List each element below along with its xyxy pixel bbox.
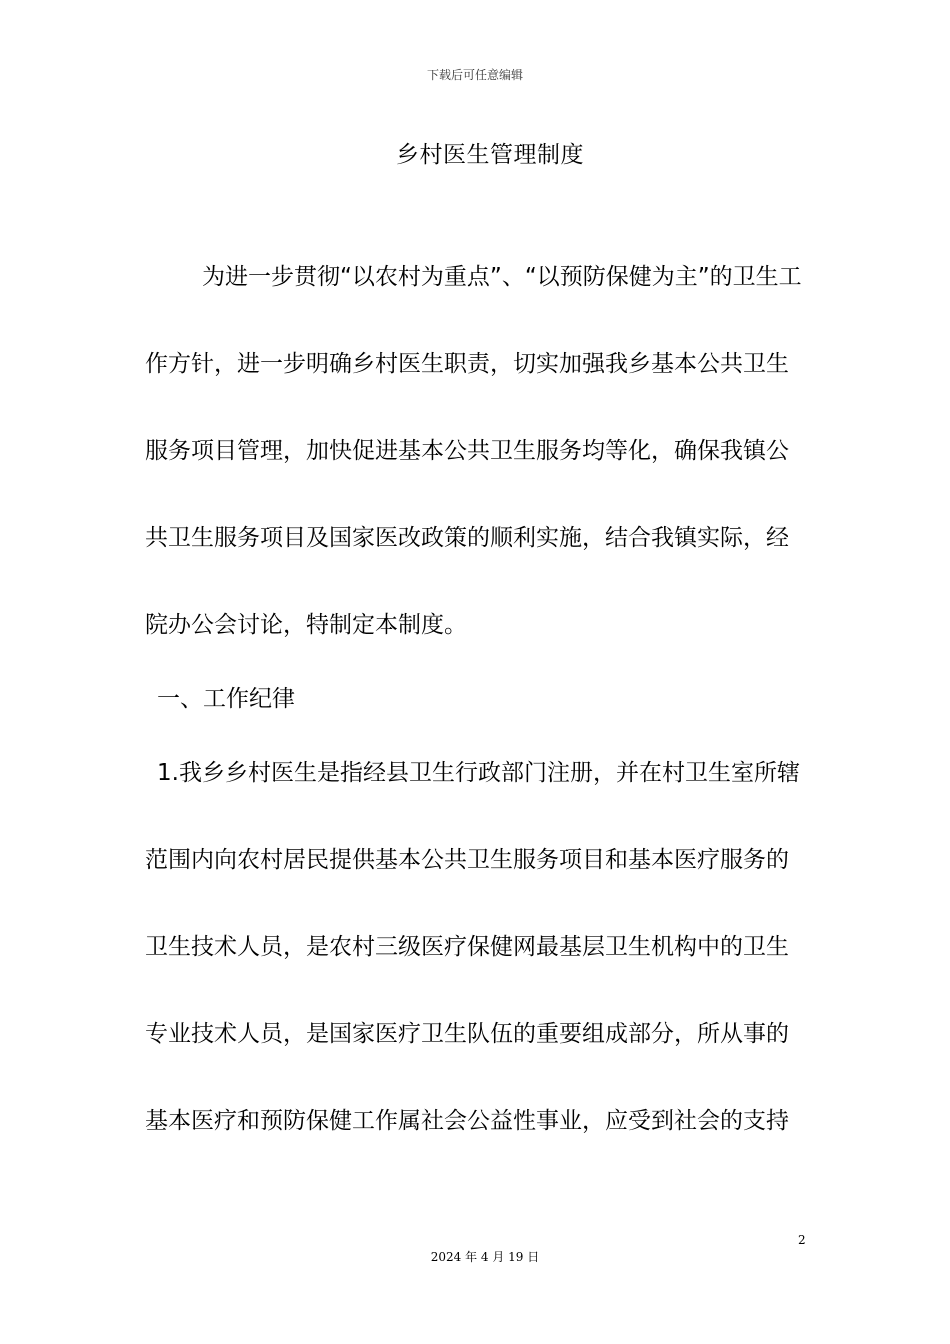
section-heading: 一、工作纪律 bbox=[157, 686, 295, 712]
page-number: 2 bbox=[798, 1233, 806, 1247]
paragraph-line: 范围内向农村居民提供基本公共卫生服务项目和基本医疗服务的 bbox=[145, 847, 789, 873]
paragraph-line: 1.我乡乡村医生是指经县卫生行政部门注册，并在村卫生室所辖 bbox=[157, 760, 800, 786]
paragraph-line: 服务项目管理，加快促进基本公共卫生服务均等化，确保我镇公 bbox=[145, 438, 789, 464]
header-note: 下载后可任意编辑 bbox=[426, 68, 523, 82]
paragraph-line: 专业技术人员，是国家医疗卫生队伍的重要组成部分，所从事的 bbox=[145, 1021, 789, 1047]
paragraph-line: 基本医疗和预防保健工作属社会公益性事业，应受到社会的支持 bbox=[145, 1108, 789, 1134]
paragraph-line: 作方针，进一步明确乡村医生职责，切实加强我乡基本公共卫生 bbox=[145, 351, 789, 377]
paragraph-line: 共卫生服务项目及国家医改政策的顺利实施，结合我镇实际，经 bbox=[145, 525, 789, 551]
footer-date: 2024 年 4 月 19 日 bbox=[430, 1250, 540, 1264]
paragraph-line: 卫生技术人员，是农村三级医疗保健网最基层卫生机构中的卫生 bbox=[145, 934, 789, 960]
paragraph-line: 院办公会讨论，特制定本制度。 bbox=[145, 612, 467, 638]
document-title: 乡村医生管理制度 bbox=[396, 142, 584, 168]
paragraph-line: 为进一步贯彻“以农村为重点”、“以预防保健为主”的卫生工 bbox=[202, 264, 802, 290]
